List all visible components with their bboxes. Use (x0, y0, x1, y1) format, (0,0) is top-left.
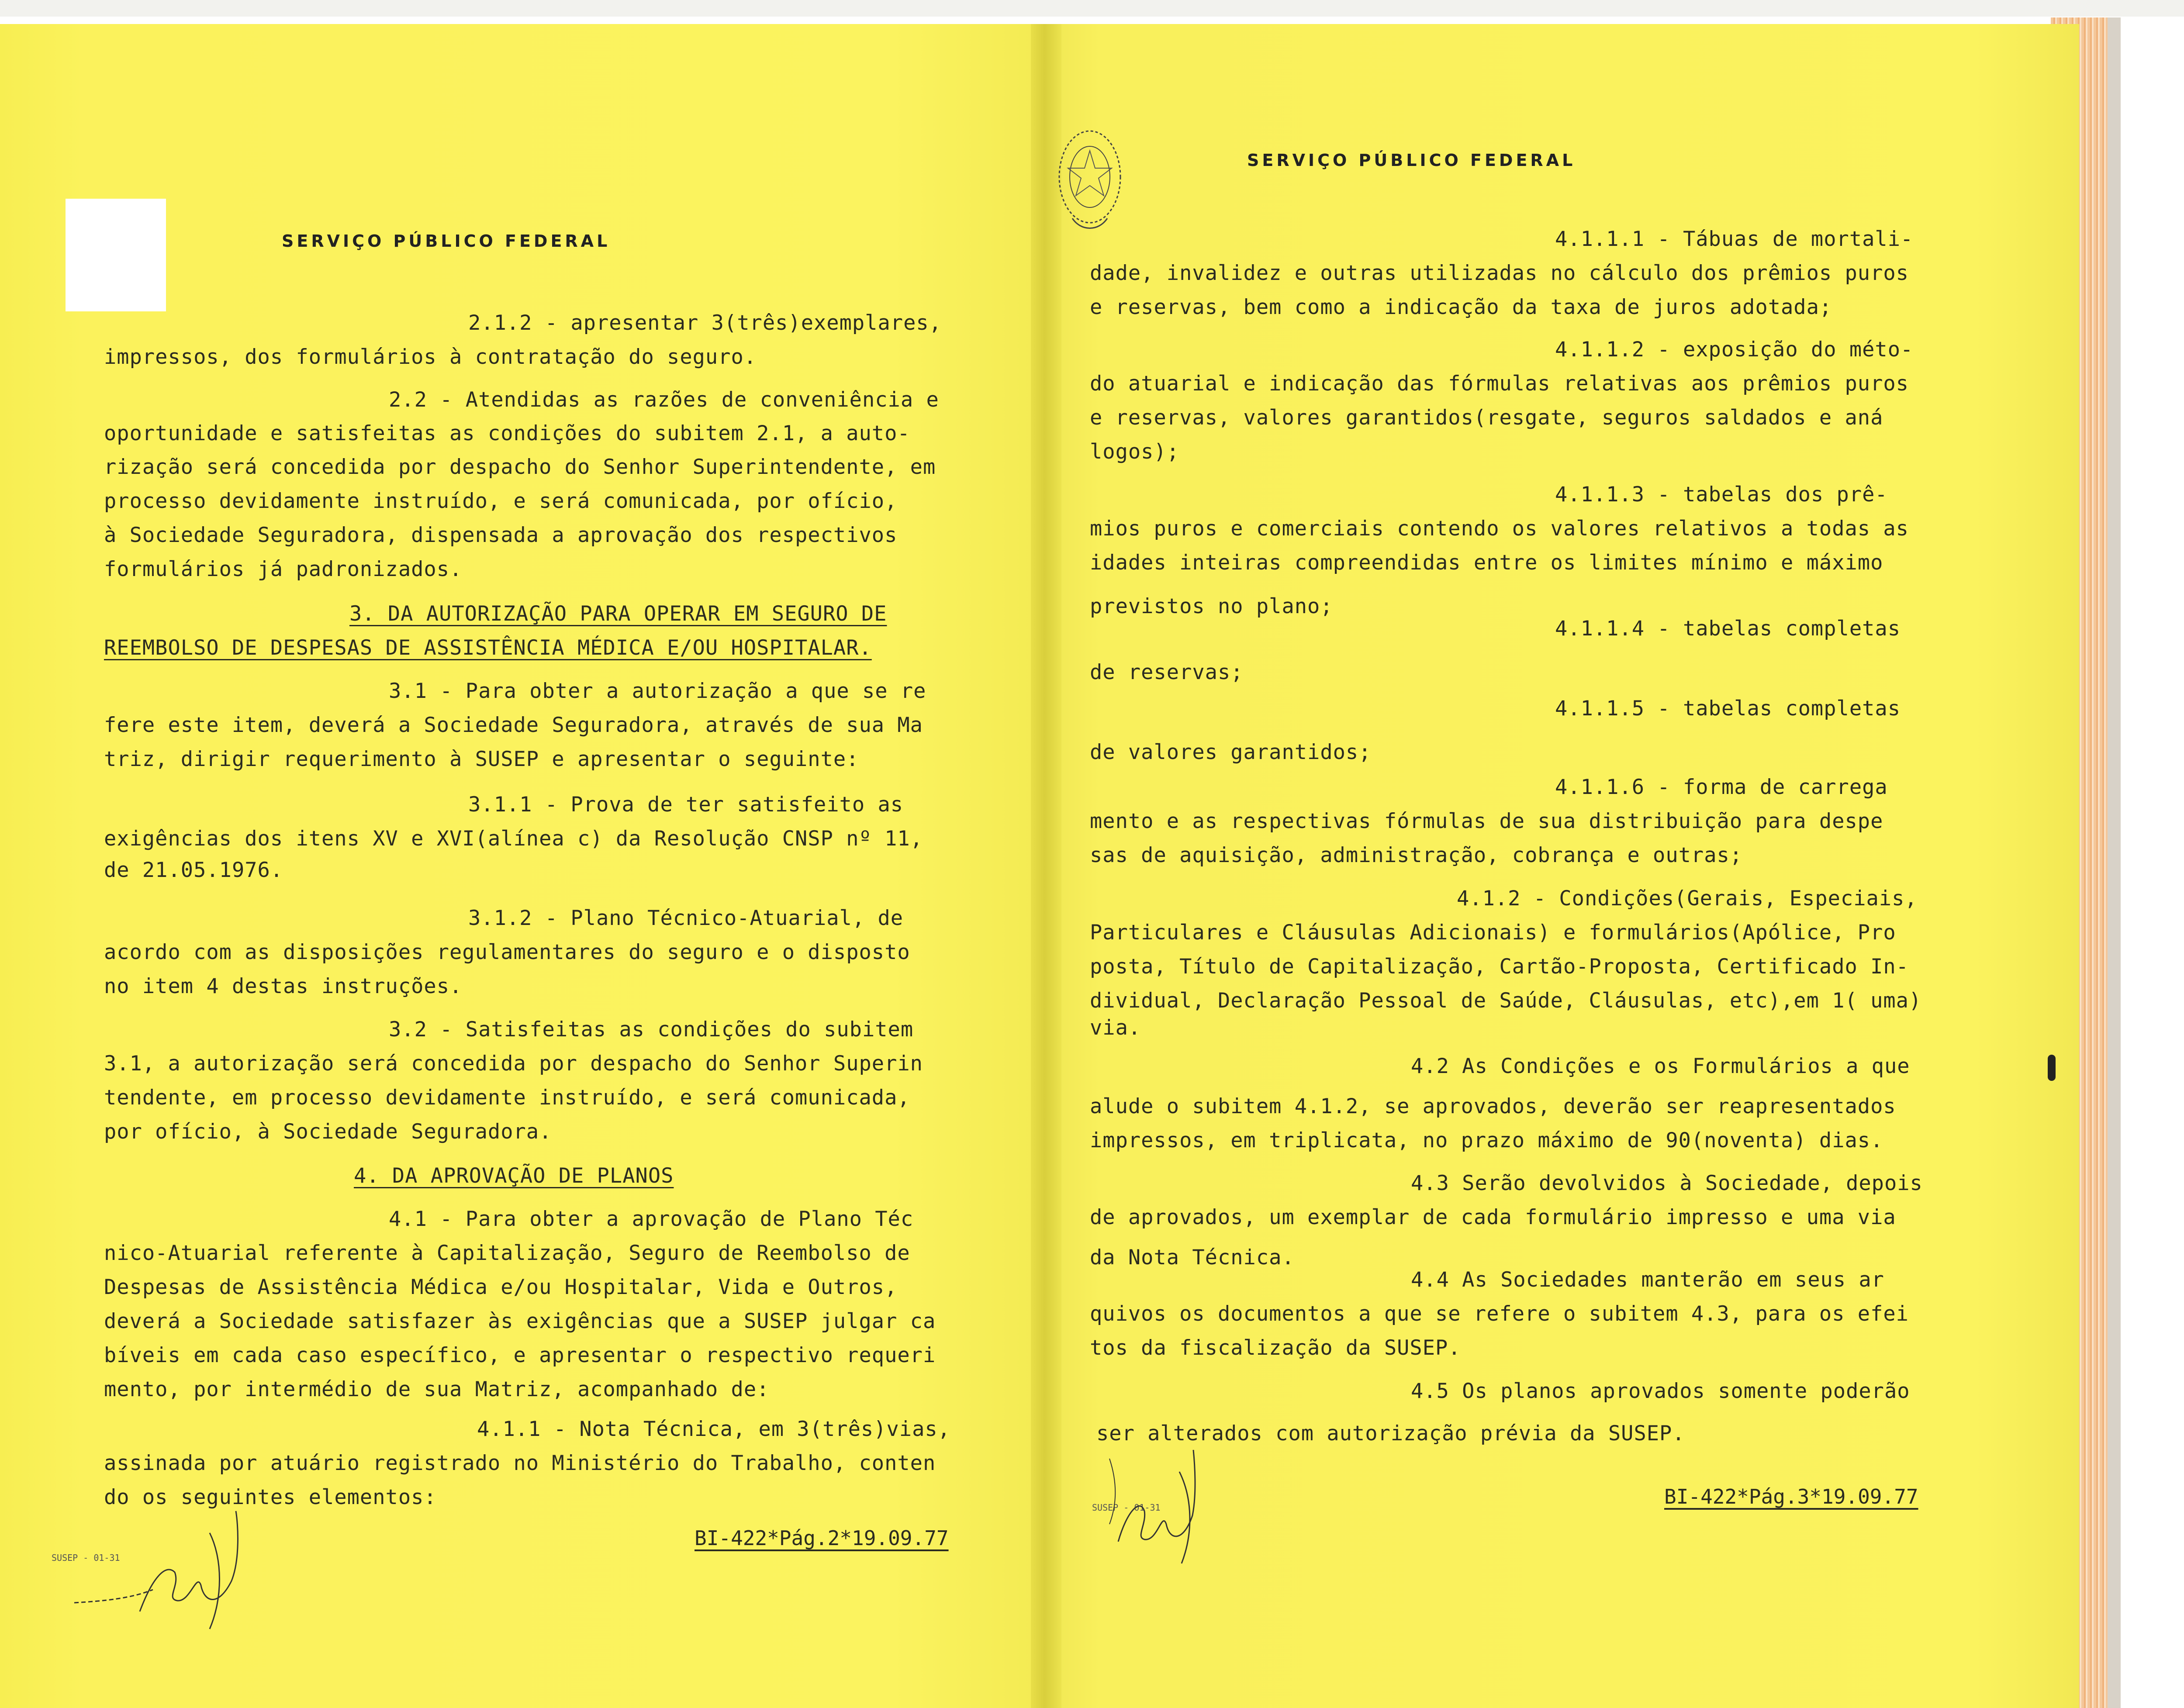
right-line: 4.1.1.1 - Tábuas de mortali- (1555, 227, 1914, 251)
right-line: 4.1.1.4 - tabelas completas (1555, 617, 1901, 641)
left-line: por ofício, à Sociedade Seguradora. (104, 1120, 552, 1144)
left-line: fere este item, deverá a Sociedade Seguradora, através de sua Ma (104, 713, 923, 737)
right-line: 4.1.1.6 - forma de carrega (1555, 775, 1888, 799)
right-line: ser alterados com autorização prévia da SUSEP. (1096, 1422, 1685, 1446)
right-line: mento e as respectivas fórmulas de sua distribuição para despe (1090, 809, 1883, 833)
section-heading-3-cont: REEMBOLSO DE DESPESAS DE ASSISTÊNCIA MÉDICA E/OU HOSPITALAR. (104, 636, 872, 660)
right-line: Particulares e Cláusulas Adicionais) e formulários(Apólice, Pro (1090, 921, 1896, 945)
left-line: do os seguintes elementos: (104, 1485, 437, 1509)
left-line: triz, dirigir requerimento à SUSEP e apresentar o seguinte: (104, 747, 859, 771)
right-line: tos da fiscalização da SUSEP. (1090, 1336, 1461, 1360)
right-line: de reservas; (1090, 660, 1244, 684)
right-line: 4.2 As Condições e os Formulários a que (1411, 1054, 1910, 1078)
right-line: dividual, Declaração Pessoal de Saúde, Cláusulas, etc),em 1( uma) (1090, 989, 1922, 1013)
left-line: 4.1 - Para obter a aprovação de Plano Téc (389, 1207, 914, 1231)
right-line: 4.4 As Sociedades manterão em seus ar (1411, 1268, 1884, 1292)
right-line: de aprovados, um exemplar de cada formulário impresso e uma via (1090, 1205, 1896, 1229)
right-line: da Nota Técnica. (1090, 1246, 1295, 1270)
right-line: e reservas, bem como a indicação da taxa de juros adotada; (1090, 295, 1832, 319)
left-line: Despesas de Assistência Médica e/ou Hospitalar, Vida e Outros, (104, 1275, 898, 1299)
section-heading-3: 3. DA AUTORIZAÇÃO PARA OPERAR EM SEGURO DE (349, 602, 887, 626)
left-line: bíveis em cada caso específico, e apresentar o respectivo requeri (104, 1343, 936, 1367)
left-line: 3.1 - Para obter a autorização a que se re (389, 679, 926, 703)
left-line: exigências dos itens XV e XVI(alínea c) da Resolução CNSP nº 11, (104, 827, 923, 851)
left-line: impressos, dos formulários à contratação do seguro. (104, 345, 757, 369)
right-line: impressos, em triplicata, no prazo máximo de 90(noventa) dias. (1090, 1128, 1883, 1152)
right-line: logos); (1090, 440, 1180, 464)
right-line: 4.1.1.2 - exposição do méto- (1555, 338, 1914, 362)
coat-of-arms-seal (1046, 118, 1133, 240)
book-gutter (1031, 24, 1061, 1708)
left-line: acordo com as disposições regulamentares do seguro e o disposto (104, 940, 910, 964)
left-line: 3.1.2 - Plano Técnico-Atuarial, de (468, 906, 904, 930)
section-heading-4: 4. DA APROVAÇÃO DE PLANOS (354, 1164, 674, 1188)
left-signature (66, 1498, 266, 1638)
left-line: deverá a Sociedade satisfazer às exigências que a SUSEP julgar ca (104, 1309, 936, 1333)
left-line: processo devidamente instruído, e será comunicada, por ofício, (104, 489, 898, 513)
right-line: e reservas, valores garantidos(resgate, seguros saldados e aná (1090, 406, 1883, 430)
right-line: mios puros e comerciais contendo os valores relativos a todas as (1090, 517, 1909, 541)
right-line: 4.1.1.5 - tabelas completas (1555, 697, 1901, 721)
scan-top-margin (0, 0, 2184, 17)
left-line: 3.2 - Satisfeitas as condições do subitem (389, 1018, 914, 1042)
right-line: 4.1.1.3 - tabelas dos prê- (1555, 483, 1888, 507)
left-line: assinada por atuário registrado no Ministério do Trabalho, conten (104, 1451, 936, 1475)
left-line: oportunidade e satisfeitas as condições do subitem 2.1, a auto- (104, 421, 910, 445)
right-line: alude o subitem 4.1.2, se aprovados, deverão ser reapresentados (1090, 1094, 1896, 1118)
left-line: mento, por intermédio de sua Matriz, acompanhado de: (104, 1377, 770, 1401)
left-line: 3.1, a autorização será concedida por despacho do Senhor Superin (104, 1052, 923, 1076)
right-stamp-text: SUSEP - 01-31 (1092, 1502, 1161, 1513)
right-page-footer: BI-422*Pág.3*19.09.77 (1664, 1485, 1918, 1508)
left-page-footer: BI-422*Pág.2*19.09.77 (695, 1526, 949, 1550)
right-signature (1092, 1432, 1223, 1572)
binding-hole (2048, 1055, 2056, 1081)
right-line: 4.5 Os planos aprovados somente poderão (1411, 1379, 1910, 1403)
left-line: 2.2 - Atendidas as razões de conveniência e (389, 388, 939, 412)
right-line: de valores garantidos; (1090, 740, 1372, 764)
left-stamp-text: SUSEP - 01-31 (52, 1553, 120, 1563)
right-line: 4.1.2 - Condições(Gerais, Especiais, (1457, 887, 1918, 911)
right-line: via. (1090, 1016, 1141, 1040)
book-edge-shadow (2108, 17, 2121, 1708)
left-line: nico-Atuarial referente à Capitalização, Seguro de Reembolso de (104, 1241, 910, 1265)
left-line: de 21.05.1976. (104, 858, 283, 882)
right-page-header: SERVIÇO PÚBLICO FEDERAL (1247, 151, 1576, 170)
right-line: quivos os documentos a que se refere o subitem 4.3, para os efei (1090, 1302, 1909, 1326)
right-line: dade, invalidez e outras utilizadas no cálculo dos prêmios puros (1090, 261, 1909, 285)
right-line: previstos no plano; (1090, 594, 1333, 618)
left-line: tendente, em processo devidamente instruído, e será comunicada, (104, 1086, 910, 1110)
left-line: no item 4 destas instruções. (104, 974, 463, 998)
left-line: 3.1.1 - Prova de ter satisfeito as (468, 793, 904, 817)
left-line: formulários já padronizados. (104, 557, 463, 581)
left-line: rização será concedida por despacho do Senhor Superintendente, em (104, 455, 936, 479)
right-line: do atuarial e indicação das fórmulas relativas aos prêmios puros (1090, 372, 1909, 396)
right-line: 4.3 Serão devolvidos à Sociedade, depois (1411, 1171, 1923, 1195)
left-line: 4.1.1 - Nota Técnica, em 3(três)vias, (477, 1417, 950, 1441)
left-page-header: SERVIÇO PÚBLICO FEDERAL (282, 231, 611, 251)
left-line: 2.1.2 - apresentar 3(três)exemplares, (468, 311, 942, 335)
redaction-box (66, 199, 166, 311)
right-line: sas de aquisição, administração, cobrança e outras; (1090, 843, 1743, 867)
left-line: à Sociedade Seguradora, dispensada a aprovação dos respectivos (104, 523, 898, 547)
right-line: idades inteiras compreendidas entre os limites mínimo e máximo (1090, 551, 1883, 575)
right-line: posta, Título de Capitalização, Cartão-Proposta, Certificado In- (1090, 955, 1909, 979)
